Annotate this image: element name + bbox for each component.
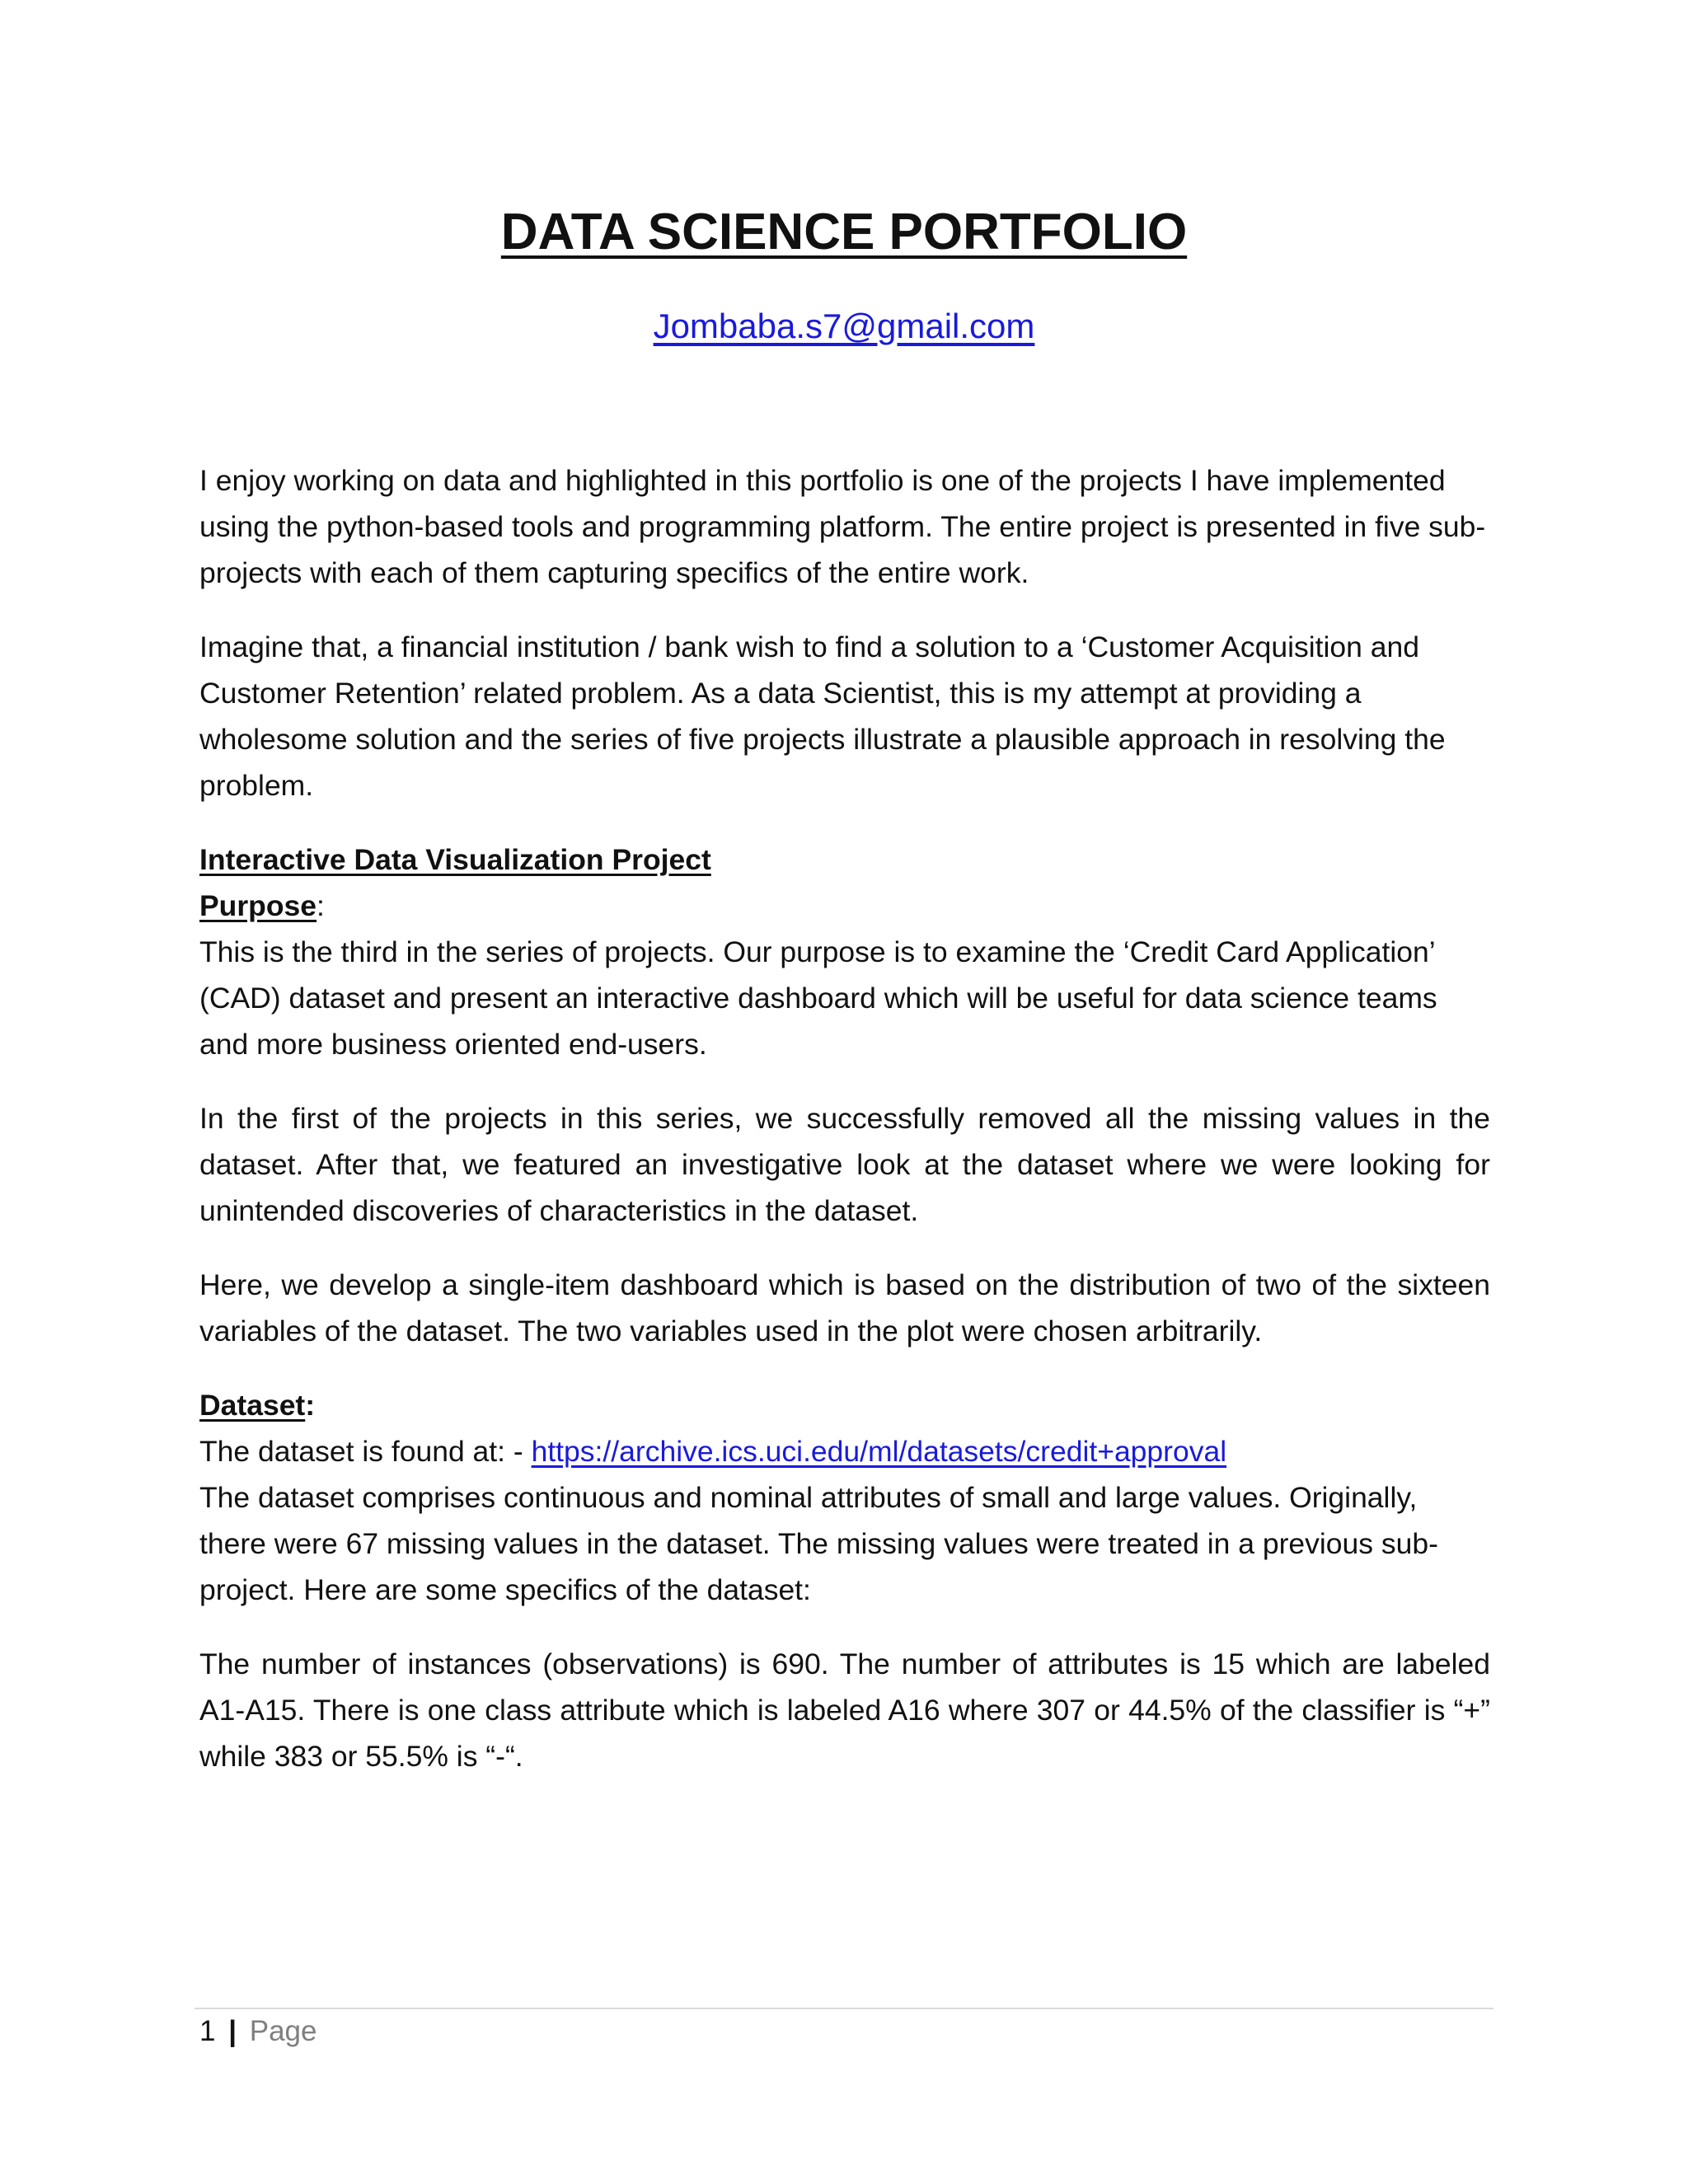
document-title-text: DATA SCIENCE PORTFOLIO <box>500 204 1188 260</box>
dataset-section <box>199 1382 1490 1613</box>
purpose-label: Purpose <box>199 889 317 922</box>
purpose-paragraph: This is the third in the series of projects. Our purpose is to examine the ‘Credit Card Application’ (CAD) dataset and present an interactive dashboard which will be useful for data science teams and more business oriented end-users. <box>199 935 1437 1061</box>
first-project-paragraph: In the first of the projects in this series, we successfully removed all the missing values in the dataset. After that, we featured an investigative look at the dataset where we were looking for unintended discoveries of characteristics in the dataset. <box>199 1102 1490 1227</box>
dataset-label: Dataset <box>199 1389 306 1422</box>
footer-divider <box>195 2008 1493 2009</box>
dataset-found-prefix: The dataset is found at: - <box>199 1435 532 1468</box>
project-section <box>199 837 1490 1067</box>
intro-paragraph-1: I enjoy working on data and highlighted in this portfolio is one of the projects I have implemented using the python-based tools and programming platform. The entire project is presented in five sub-projects with each of them capturing specifics of the entire work. <box>199 464 1486 589</box>
dataset-colon: : <box>305 1389 316 1422</box>
document-body <box>199 457 1490 1807</box>
dataset-description: The dataset comprises continuous and nominal attributes of small and large values. Originally, there were 67 missing values in the dataset. The missing values were treated in a previous sub-project. Here are some specifics of the dataset: <box>199 1481 1438 1606</box>
author-email <box>0 302 1688 351</box>
page-label: Page <box>249 2015 317 2047</box>
page-number: 1 <box>199 2015 216 2047</box>
dataset-url-link[interactable]: https://archive.ics.uci.edu/ml/datasets/credit+approval <box>531 1435 1227 1468</box>
footer-separator: | <box>228 2015 237 2047</box>
project-heading: Interactive Data Visualization Project <box>199 843 711 876</box>
page-footer <box>199 2008 316 2055</box>
document-title <box>0 199 1688 265</box>
dashboard-paragraph: Here, we develop a single-item dashboard which is based on the distribution of two of the sixteen variables of the dataset. The two variables used in the plot were chosen arbitrarily. <box>199 1268 1490 1347</box>
intro-paragraph-2: Imagine that, a financial institution / bank wish to find a solution to a ‘Customer Acquisition and Customer Retention’ related problem. As a data Scientist, this is my attempt at providing a wholesome solution and the series of five projects illustrate a plausible approach in resolving the problem. <box>199 630 1446 802</box>
dataset-specifics-paragraph: The number of instances (observations) is 690. The number of attributes is 15 which are labeled A1-A15. There is one class attribute which is labeled A16 where 307 or 44.5% of the classifier is “+” while 383 or 55.5% is “-“. <box>199 1647 1490 1773</box>
email-link[interactable]: Jombaba.s7@gmail.com <box>653 307 1035 345</box>
purpose-colon: : <box>316 889 325 922</box>
